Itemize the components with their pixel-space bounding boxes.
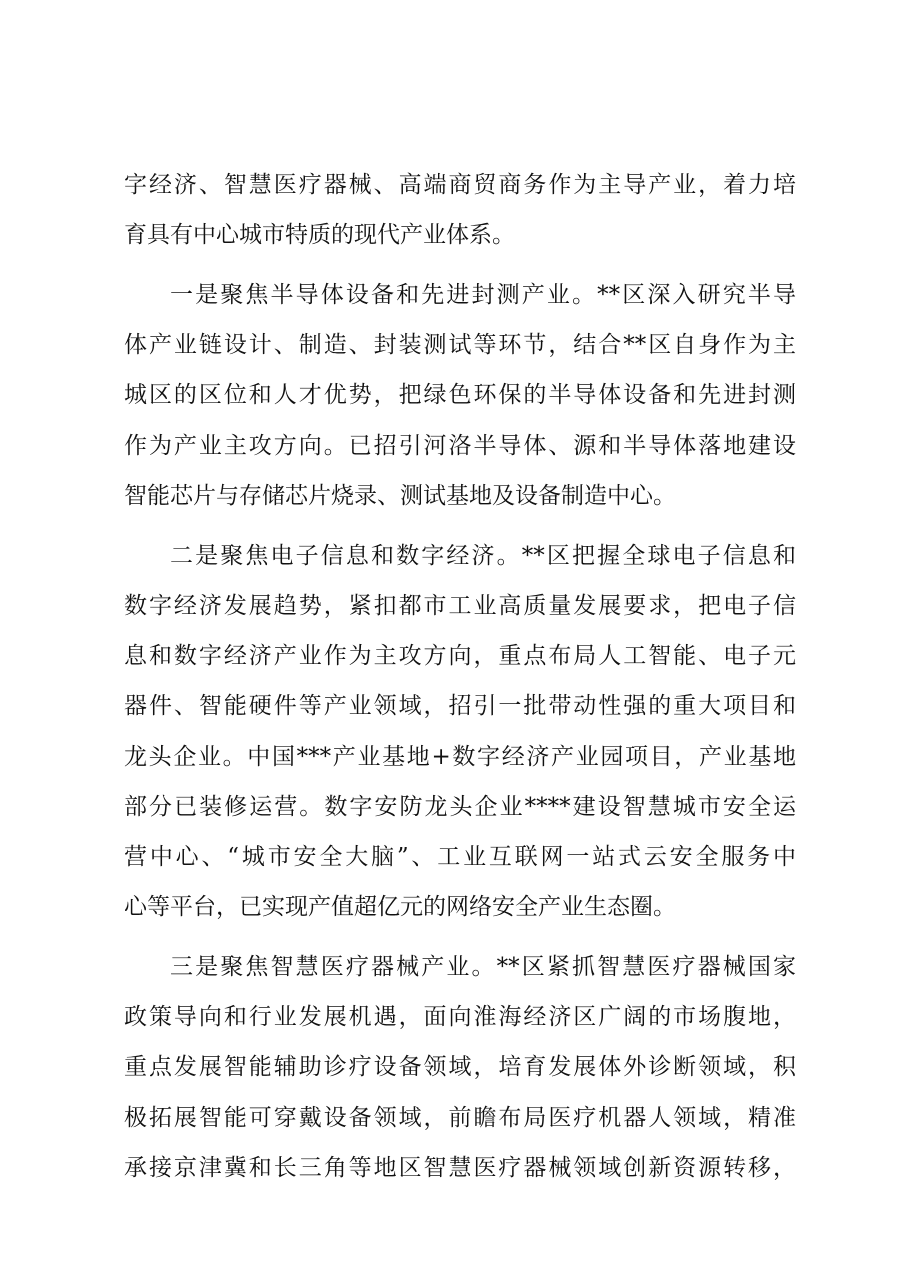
text-line: 部分已装修运营。数字安防龙头企业****建设智慧城市安全运: [124, 794, 796, 820]
paragraph-first-line: 三是聚焦智慧医疗器械产业。**区紧抓智慧医疗器械国家: [170, 954, 796, 980]
text-line: 政策导向和行业发展机遇，面向淮海经济区广阔的市场腹地，: [124, 1004, 796, 1030]
text-line: 龙头企业。中国***产业基地+数字经济产业园项目，产业基地: [124, 744, 796, 770]
text-line: 心等平台，已实现产值超亿元的网络安全产业生态圈。: [124, 894, 676, 920]
text-line: 字经济、智慧医疗器械、高端商贸商务作为主导产业，着力培: [124, 172, 796, 198]
paragraph-first-line: 二是聚焦电子信息和数字经济。**区把握全球电子信息和: [170, 543, 796, 569]
text-line: 重点发展智能辅助诊疗设备领域，培育发展体外诊断领域，积: [124, 1054, 796, 1080]
text-line: 育具有中心城市特质的现代产业体系。: [124, 222, 515, 248]
text-line: 承接京津冀和长三角等地区智慧医疗器械领域创新资源转移，: [124, 1155, 796, 1181]
text-line: 城区的区位和人才优势，把绿色环保的半导体设备和先进封测: [124, 382, 796, 408]
paragraph-first-line: 一是聚焦半导体设备和先进封测产业。**区深入研究半导: [170, 282, 796, 308]
text-line: 器件、智能硬件等产业领域，招引一批带动性强的重大项目和: [124, 693, 796, 719]
text-line: 息和数字经济产业作为主攻方向，重点布局人工智能、电子元: [124, 643, 796, 669]
text-line: 极拓展智能可穿戴设备领域，前瞻布局医疗机器人领域，精准: [124, 1105, 796, 1131]
text-line: 营中心、“城市安全大脑”、工业互联网一站式云安全服务中: [124, 844, 796, 870]
text-line: 作为产业主攻方向。已招引河洛半导体、源和半导体落地建设: [124, 433, 796, 459]
text-line: 数字经济发展趋势，紧扣都市工业高质量发展要求，把电子信: [124, 593, 796, 619]
text-line: 智能芯片与存储芯片烧录、测试基地及设备制造中心。: [124, 483, 676, 509]
text-line: 体产业链设计、制造、封装测试等环节，结合**区自身作为主: [124, 332, 796, 358]
